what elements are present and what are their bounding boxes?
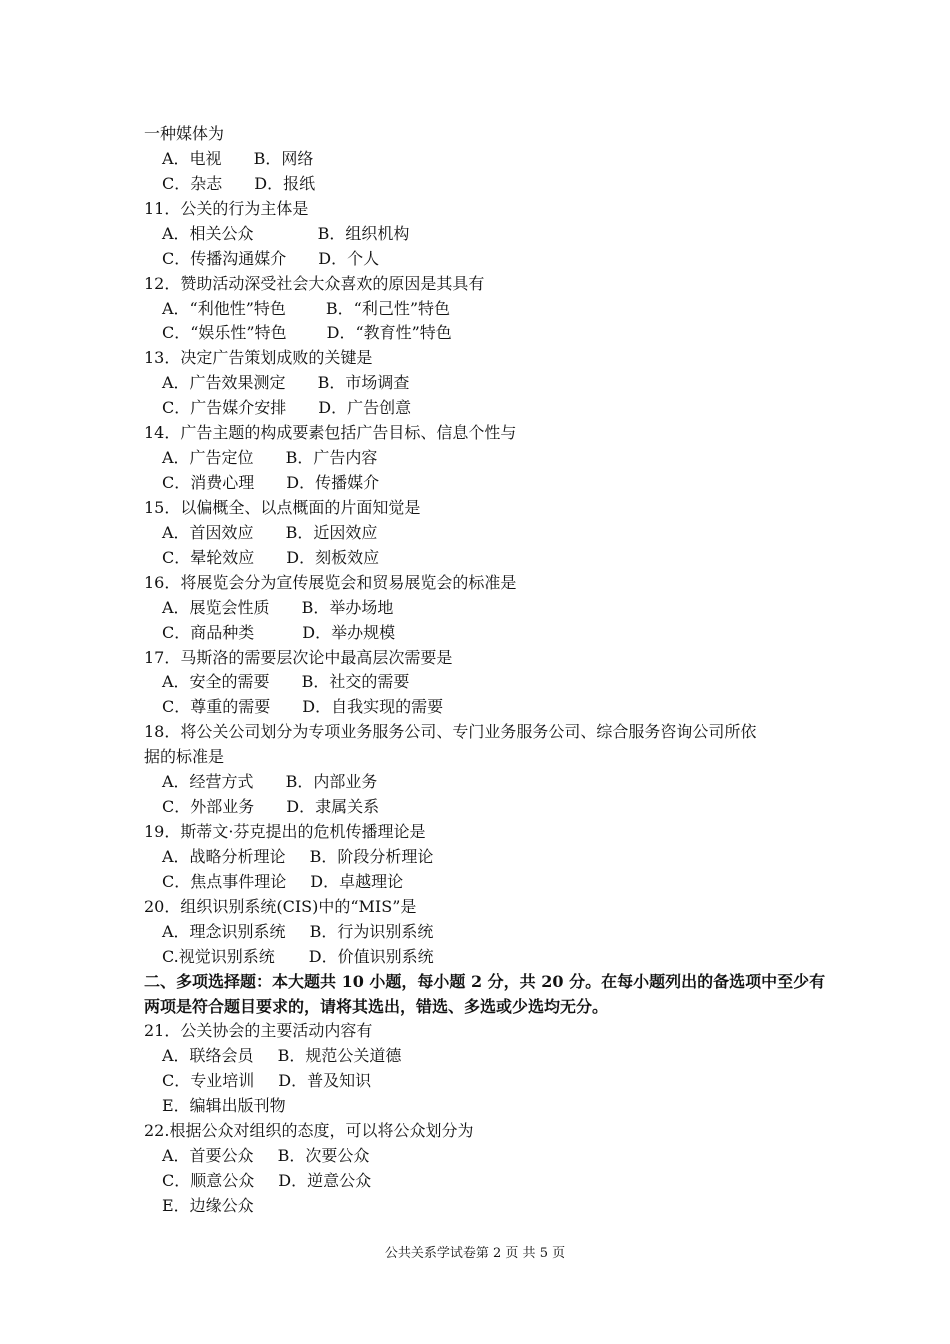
option-a: C．尊重的需要 [162, 697, 271, 717]
option-b: B．组织机构 [317, 223, 410, 243]
option-b: D．广告创意 [318, 398, 412, 418]
option-b: B．次要公众 [277, 1146, 370, 1166]
option-b: B．举办场地 [301, 597, 394, 617]
option-a: A．经营方式 [162, 772, 254, 792]
question-stem: 22.根据公众对组织的态度，可以将公众划分为 [144, 1121, 474, 1141]
option-b: D．刻板效应 [286, 547, 380, 567]
option-b: B．阶段分析理论 [309, 846, 434, 866]
option-a: A．理念识别系统 [162, 921, 286, 941]
option-line [162, 473, 379, 493]
option-a: C．专业培训 [162, 1071, 255, 1091]
option-a: A．展览会性质 [162, 597, 270, 617]
question-stem: 14．广告主题的构成要素包括广告目标、信息个性与 [144, 423, 517, 443]
option-b: D．价值识别系统 [308, 946, 434, 966]
option-line: E．编辑出版刊物 [162, 1096, 286, 1116]
option-line [162, 548, 379, 568]
option-a: A．战略分析理论 [162, 846, 286, 866]
option-line [162, 249, 379, 269]
option-a: C．晕轮效应 [162, 547, 255, 567]
question-stem: 13．决定广告策划成败的关键是 [144, 348, 373, 368]
option-b: B．广告内容 [285, 448, 378, 468]
option-a: C．杂志 [162, 173, 223, 193]
option-a: C．传播沟通媒介 [162, 248, 287, 268]
option-b: D．“教育性”特色 [326, 323, 452, 343]
option-line [162, 797, 379, 817]
option-line [162, 872, 403, 892]
option-a: C．“娱乐性”特色 [162, 323, 287, 343]
option-line [162, 772, 377, 792]
option-a: A．广告效果测定 [162, 373, 286, 393]
option-a: C．顺意公众 [162, 1171, 255, 1191]
option-a: C．焦点事件理论 [162, 871, 287, 891]
question-stem: 据的标准是 [144, 747, 225, 767]
option-a: A．联络会员 [162, 1046, 254, 1066]
section-heading-line: 两项是符合题目要求的，请将其选出，错选、多选或少选均无分。 [144, 996, 609, 1016]
option-line [162, 448, 377, 468]
option-line [162, 1146, 369, 1166]
option-b: D．逆意公众 [278, 1171, 372, 1191]
option-b: D．举办规模 [302, 622, 396, 642]
option-b: B．行为识别系统 [309, 921, 434, 941]
option-line [162, 623, 395, 643]
option-b: D．卓越理论 [310, 871, 404, 891]
option-line [162, 922, 433, 942]
option-line [162, 373, 409, 393]
option-a: C．商品种类 [162, 622, 255, 642]
option-line [162, 174, 315, 194]
option-line [162, 847, 433, 867]
option-b: B．“利己性”特色 [325, 298, 451, 318]
option-line: E．边缘公众 [162, 1195, 254, 1215]
question-stem: 19．斯蒂文·芬克提出的危机传播理论是 [144, 822, 426, 842]
option-b: B．内部业务 [285, 772, 378, 792]
option-a: A．相关公众 [162, 223, 254, 243]
option-b: B．社交的需要 [301, 672, 410, 692]
option-a: A．首因效应 [162, 522, 254, 542]
question-stem: 20．组织识别系统(CIS)中的“MIS”是 [144, 896, 417, 916]
option-a: A．安全的需要 [162, 672, 270, 692]
question-stem: 12．赞助活动深受社会大众喜欢的原因是其具有 [144, 273, 485, 293]
option-a: A．广告定位 [162, 448, 254, 468]
option-b: D．报纸 [254, 173, 316, 193]
section-heading-line: 二、多项选择题：本大题共 10 小题，每小题 2 分，共 20 分。在每小题列出的备选项中至少有 [144, 971, 826, 991]
option-line [162, 398, 411, 418]
option-a: C．外部业务 [162, 797, 255, 817]
option-line [162, 672, 409, 692]
option-b: D．普及知识 [278, 1071, 372, 1091]
option-line [162, 697, 443, 717]
option-a: A．“利他性”特色 [162, 298, 286, 318]
question-stem: 21．公关协会的主要活动内容有 [144, 1021, 373, 1041]
option-b: B．规范公关道德 [277, 1046, 402, 1066]
question-stem: 15．以偏概全、以点概面的片面知觉是 [144, 497, 421, 517]
question-stem: 17．马斯洛的需要层次论中最高层次需要是 [144, 647, 453, 667]
option-line [162, 224, 409, 244]
option-a: A．首要公众 [162, 1146, 254, 1166]
option-line [162, 1071, 371, 1091]
option-a: C．消费心理 [162, 473, 255, 493]
question-stem: 18．将公关公司划分为专项业务服务公司、专门业务服务公司、综合服务咨询公司所依 [144, 722, 757, 742]
option-b: D．隶属关系 [286, 797, 380, 817]
option-line [162, 1046, 401, 1066]
option-b: D．个人 [318, 248, 380, 268]
option-b: D．传播媒介 [286, 473, 380, 493]
question-stem: 一种媒体为 [144, 124, 225, 143]
option-line [162, 598, 393, 618]
option-a: A．电视 [162, 148, 222, 168]
option-b: B．近因效应 [285, 522, 378, 542]
option-a: C.视觉识别系统 [162, 946, 275, 966]
option-b: D．自我实现的需要 [302, 697, 444, 717]
option-a: C．广告媒介安排 [162, 398, 287, 418]
option-line [162, 1171, 371, 1191]
option-line [162, 149, 313, 169]
question-stem: 16．将展览会分为宣传展览会和贸易展览会的标准是 [144, 572, 517, 592]
option-line [162, 299, 450, 319]
option-b: B．网络 [253, 148, 314, 168]
option-b: B．市场调查 [317, 373, 410, 393]
option-line [162, 323, 452, 343]
option-line [162, 523, 377, 543]
option-line [162, 947, 434, 967]
page-footer: 公共关系学试卷第 2 页 共 5 页 [384, 1246, 566, 1261]
question-stem: 11．公关的行为主体是 [144, 198, 309, 218]
